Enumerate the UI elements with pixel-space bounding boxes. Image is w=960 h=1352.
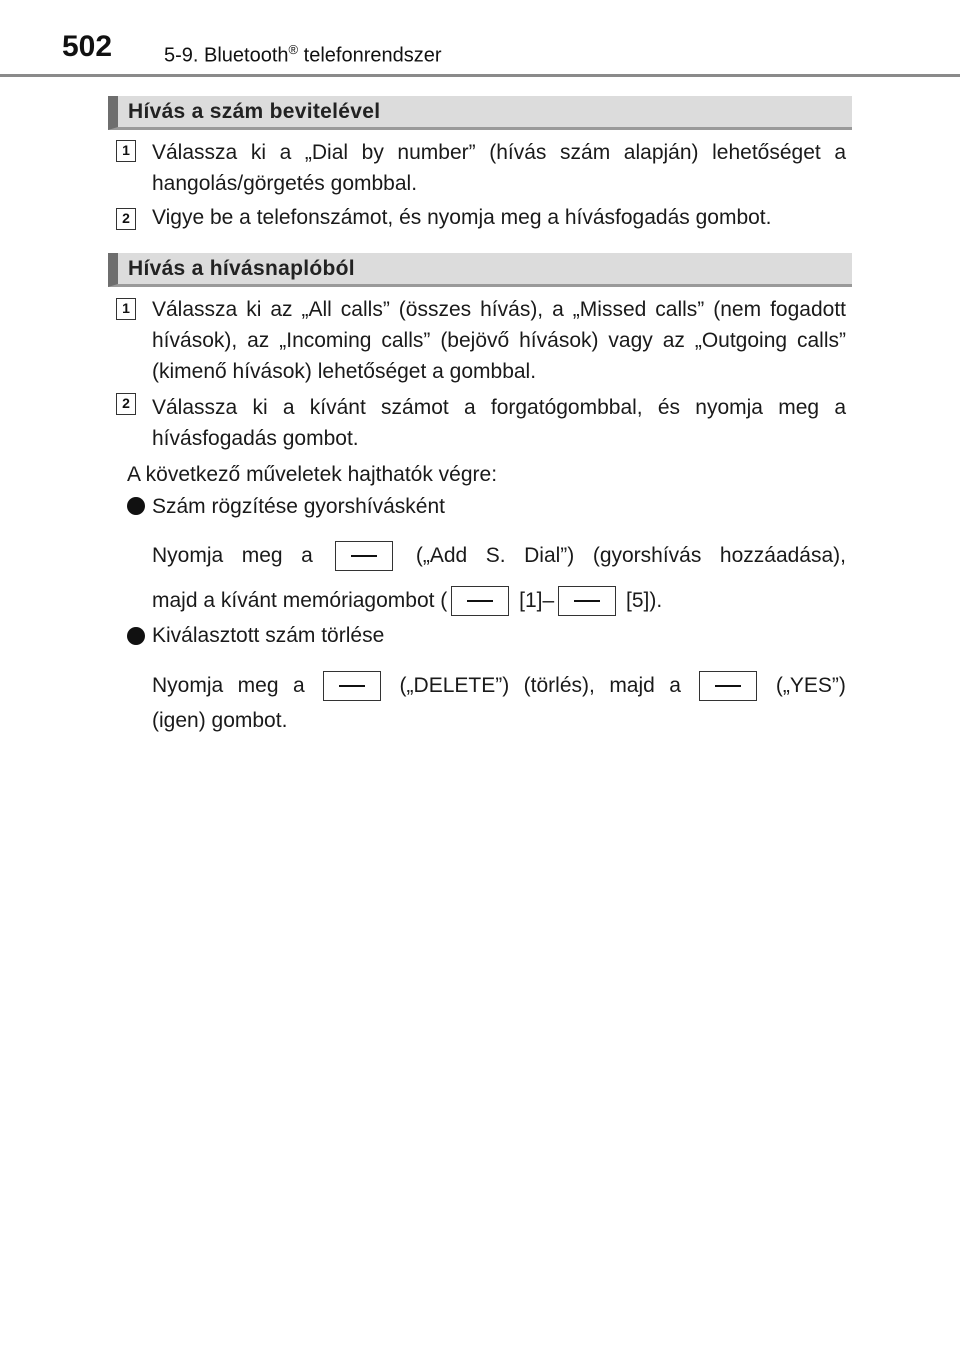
delete-instruction-line [152,669,846,703]
step-badge: 2 [116,208,136,230]
button-key-icon [699,671,757,701]
text: („Add [415,544,468,567]
button-key-icon [335,541,393,571]
text: meg [241,544,283,567]
operation-title: Kiválasztott szám törlése [152,624,385,647]
bullet-icon [127,497,145,515]
text: Nyomja [152,544,224,567]
text: meg [237,674,279,697]
chapter-suffix: telefonrendszer [298,44,442,67]
speed-dial-instruction-line [152,584,662,618]
text: hozzáadása), [719,544,846,567]
section-title: Hívás a szám bevitelével [128,100,381,123]
text: a [292,674,305,697]
step-text: Vigye be a telefonszámot, és nyomja meg a hívásfogadás gombot. [152,206,772,229]
text: („YES”) [775,674,846,697]
chapter-title [164,42,442,68]
text: [1]– [513,589,555,612]
speed-dial-instruction-line [152,539,846,573]
chapter-prefix: 5-9. Bluetooth [164,44,289,67]
button-key-icon [558,586,616,616]
registered-mark: ® [288,42,299,57]
step-badge: 2 [116,393,136,415]
button-key-icon [451,586,509,616]
header-rule [0,74,960,77]
text: (törlés), [523,674,595,697]
step-text: Válassza ki a kívánt számot a forgatógombbal, és nyomja meg a hívásfogadás gombot. [152,396,846,450]
step-badge: 1 [116,298,136,320]
text: majd a kívánt memóriagombot ( [152,589,448,612]
button-key-icon [323,671,381,701]
page-number: 502 [62,30,113,63]
bullet-icon [127,627,145,645]
text: („DELETE”) [399,674,510,697]
text: Dial”) [524,544,575,567]
section-heading-number-entry [108,96,852,130]
text: (gyorshívás [592,544,702,567]
delete-instruction-line: (igen) gombot. [152,709,288,732]
section-heading-call-history [108,253,852,287]
step-text: Válassza ki az „All calls” (összes hívás), a „Missed calls” (nem fogadott hívások), az „Incoming calls” (bejövő hívások) vagy az „Outgoing calls” (kimenő hívások) lehetőséget a gombbal. [152,298,846,383]
text: [5]). [620,589,663,612]
text: a [301,544,313,567]
text: majd [609,674,655,697]
page-header [0,0,960,80]
step-text: Válassza ki a „Dial by number” (hívás szám alapján) lehetőséget a hangolás/görgetés gombbal. [152,141,846,195]
text: Nyomja [152,674,224,697]
text: S. [485,544,506,567]
operations-intro: A következő műveletek hajthatók végre: [127,463,498,486]
step-badge: 1 [116,140,136,162]
text: a [669,674,681,697]
operation-title: Szám rögzítése gyorshívásként [152,495,445,518]
section-title: Hívás a hívásnaplóból [128,257,355,280]
